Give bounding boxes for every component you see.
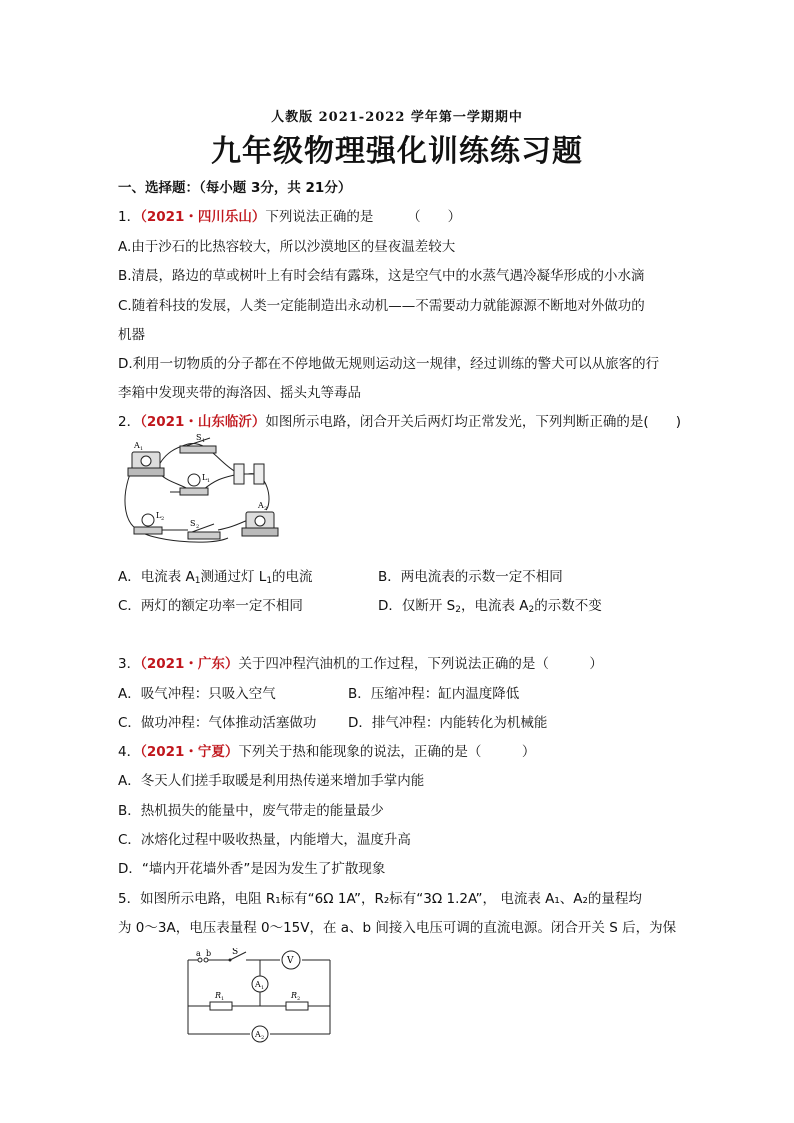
option-c: C．两灯的额定功率一定不相同 bbox=[118, 598, 303, 614]
lamp-l2 bbox=[134, 511, 164, 534]
option-d: D.利用一切物质的分子都在不停地做无规则运动这一规律，经过训练的警犬可以从旅客的行 bbox=[118, 356, 660, 372]
question-text: 下列说法正确的是 （ ） bbox=[265, 209, 462, 225]
option-a: A.由于沙石的比热容较大，所以沙漠地区的昼夜温差较大 bbox=[118, 239, 456, 255]
svg-text:2: 2 bbox=[161, 516, 165, 522]
option-c: C．冰熔化过程中吸收热量，内能增大，温度升高 bbox=[118, 832, 411, 848]
question-number: 3． bbox=[118, 656, 141, 672]
question-source: （2021・四川乐山） bbox=[140, 209, 266, 225]
option-b: B．热机损失的能量中，废气带走的能量最少 bbox=[118, 803, 384, 819]
svg-text:2: 2 bbox=[261, 1035, 265, 1041]
svg-text:b: b bbox=[206, 949, 212, 958]
option-a: A．吸气冲程：只吸入空气 bbox=[118, 686, 276, 702]
svg-text:1: 1 bbox=[261, 985, 265, 991]
question-number: 4． bbox=[118, 744, 141, 760]
svg-text:2: 2 bbox=[196, 524, 200, 530]
svg-text:2: 2 bbox=[264, 506, 268, 512]
option-b: B.清晨，路边的草或树叶上有时会结有露珠，这是空气中的水蒸气遇冷凝华形成的小水滴 bbox=[118, 268, 645, 284]
svg-text:1: 1 bbox=[221, 996, 225, 1002]
figure-label: A bbox=[134, 441, 140, 450]
exam-subtitle: 人教版 2021-2022 学年第一学期期中 bbox=[271, 110, 523, 125]
question-source: （2021・广东） bbox=[140, 656, 239, 672]
switch-s1 bbox=[180, 433, 216, 453]
question-4-stem bbox=[118, 742, 535, 762]
svg-text:1: 1 bbox=[207, 478, 211, 484]
option-c: C.随着科技的发展，人类一定能制造出永动机——不需要动力就能源源不断地对外做功的 bbox=[118, 298, 645, 314]
ammeter-a1 bbox=[252, 976, 268, 992]
question-2-stem bbox=[118, 412, 681, 432]
option-c-cont: 机器 bbox=[118, 327, 145, 343]
ammeter-a1 bbox=[128, 441, 164, 476]
option-b: B．两电流表的示数一定不相同 bbox=[378, 569, 563, 585]
battery bbox=[234, 464, 264, 484]
question-number: 2． bbox=[118, 414, 141, 430]
circuit-figure-q2 bbox=[118, 432, 288, 552]
svg-text:L: L bbox=[202, 473, 208, 482]
question-1-stem bbox=[118, 207, 461, 227]
ammeter-a2 bbox=[252, 1026, 268, 1042]
question-text: 下列关于热和能现象的说法，正确的是（ ） bbox=[238, 744, 536, 760]
lamp-l1 bbox=[180, 473, 210, 495]
svg-text:R: R bbox=[215, 991, 222, 1000]
svg-text:S: S bbox=[196, 433, 202, 442]
svg-text:A: A bbox=[255, 1030, 261, 1039]
resistor-r2 bbox=[286, 991, 308, 1010]
question-source: （2021・宁夏） bbox=[140, 744, 239, 760]
question-text: 如图所示电路，闭合开关后两灯均正常发光，下列判断正确的是( ) bbox=[265, 414, 681, 430]
option-d: D．仅断开 $S_2$，电流表 $A_2$的示数不变 bbox=[378, 598, 602, 615]
voltmeter-v bbox=[282, 951, 300, 969]
circuit-figure-q5 bbox=[180, 948, 340, 1048]
option-d: D．排气冲程：内能转化为机械能 bbox=[348, 715, 548, 731]
ammeter-a2 bbox=[242, 501, 278, 536]
question-source: （2021・山东临沂） bbox=[140, 414, 266, 430]
svg-text:A: A bbox=[255, 980, 261, 989]
svg-text:1: 1 bbox=[140, 446, 144, 452]
svg-text:a: a bbox=[196, 949, 201, 958]
svg-text:V: V bbox=[287, 956, 294, 966]
section-heading: 一、选择题：（每小题 3分，共 21分） bbox=[118, 180, 352, 196]
switch-s2 bbox=[188, 519, 220, 539]
option-d-cont: 李箱中发现夹带的海洛因、摇头丸等毒品 bbox=[118, 385, 361, 401]
resistor-r1 bbox=[210, 991, 232, 1010]
question-text: 关于四冲程汽油机的工作过程，下列说法正确的是（ ） bbox=[238, 656, 603, 672]
svg-text:R: R bbox=[291, 991, 298, 1000]
svg-text:S: S bbox=[232, 948, 239, 957]
exam-title: 九年级物理强化训练练习题 bbox=[211, 134, 583, 169]
question-3-stem bbox=[118, 654, 603, 674]
question-5-line-1: 5．如图所示电路，电阻 R₁标有“6Ω 1A”，R₂标有“3Ω 1.2A”， 电流表 A₁、A₂的量程均 bbox=[118, 891, 642, 907]
svg-text:1: 1 bbox=[202, 438, 206, 444]
option-d: D．“墙内开花墙外香”是因为发生了扩散现象 bbox=[118, 861, 386, 877]
option-b: B．压缩冲程：缸内温度降低 bbox=[348, 686, 520, 702]
option-a: A．电流表 $A_1$测通过灯 $L_1$的电流 bbox=[118, 569, 313, 586]
svg-text:S: S bbox=[190, 519, 196, 528]
svg-text:A: A bbox=[258, 501, 264, 510]
svg-text:L: L bbox=[156, 511, 162, 520]
question-number: 1． bbox=[118, 209, 141, 225]
svg-text:2: 2 bbox=[297, 996, 301, 1002]
option-c: C．做功冲程：气体推动活塞做功 bbox=[118, 715, 317, 731]
option-a: A．冬天人们搓手取暖是利用热传递来增加手掌内能 bbox=[118, 773, 425, 789]
question-5-line-2: 为 0～3A，电压表量程 0～15V，在 a、b 间接入电压可调的直流电源。闭合开关 S 后，为保 bbox=[118, 920, 677, 936]
